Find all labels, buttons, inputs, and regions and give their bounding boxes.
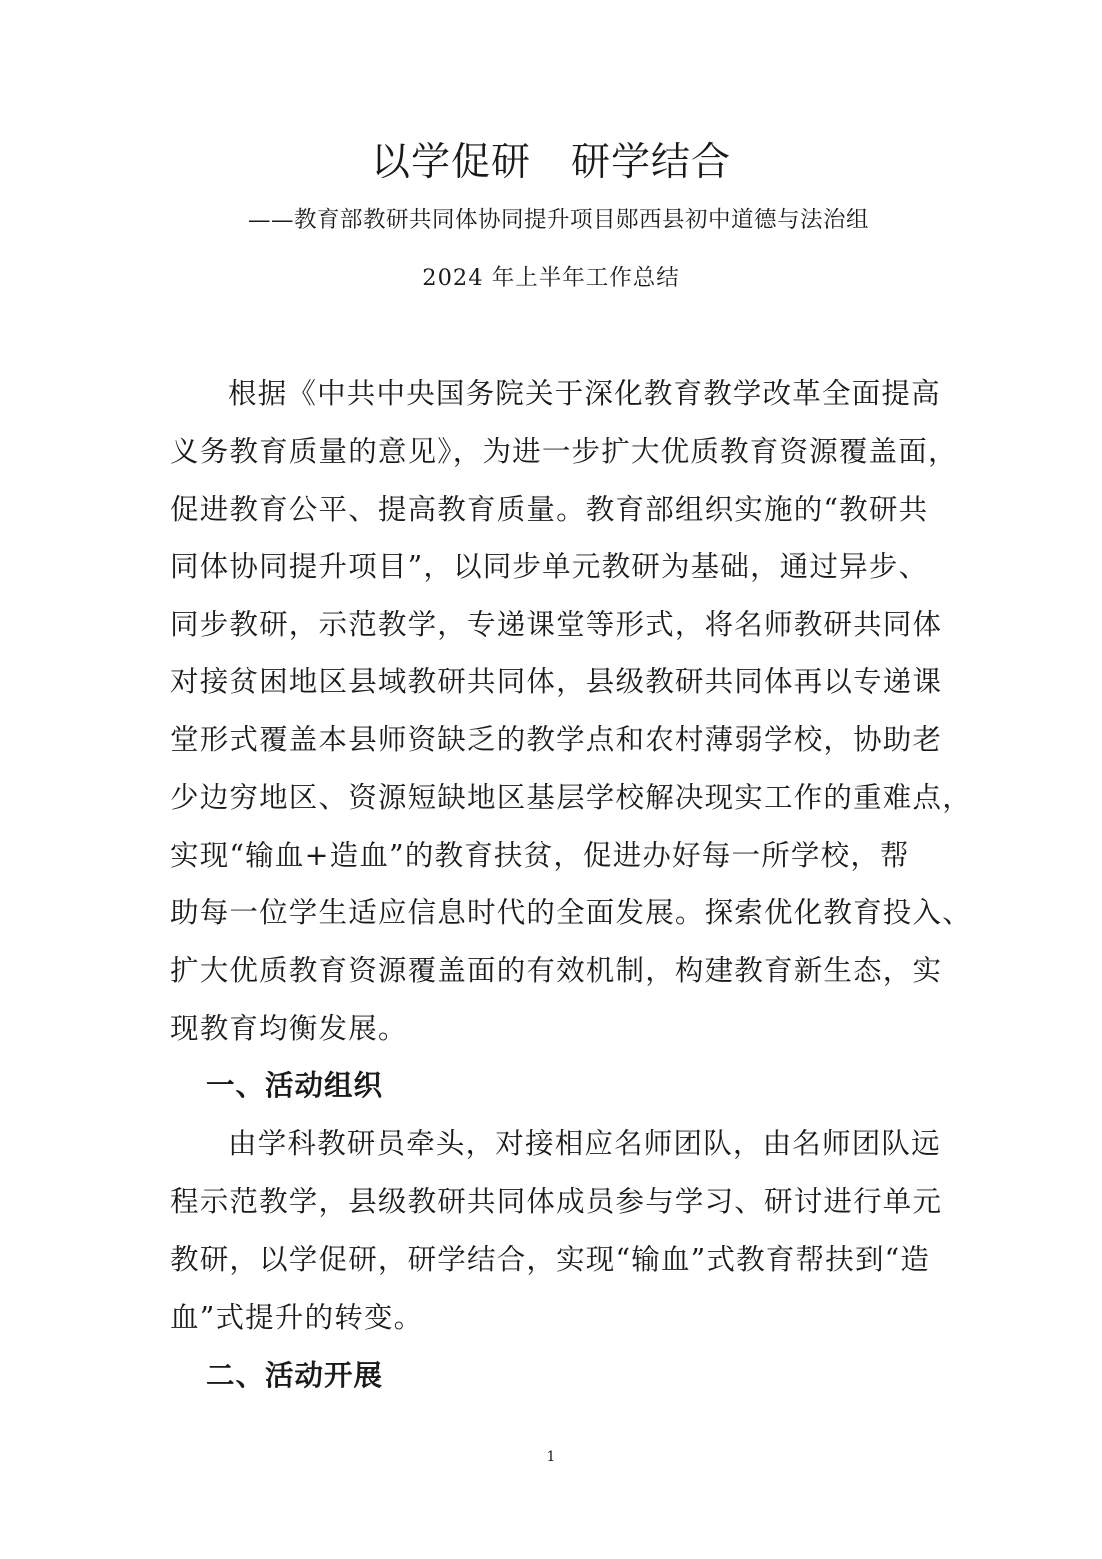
document-subtitle-year: 2024 年上半年工作总结 [422,265,680,291]
paragraph-line: 血”式提升的转变。 [170,1301,424,1334]
document-subtitle: ——教育部教研共同体协同提升项目郧西县初中道德与法治组 [248,207,870,233]
paragraph-line: 根据《中共中央国务院关于深化教育教学改革全面提高 [228,377,941,410]
paragraph-line: 堂形式覆盖本县师资缺乏的教学点和农村薄弱学校，协助老 [170,723,943,756]
paragraph-line: 同体协同提升项目”，以同步单元教研为基础，通过异步、 [170,550,929,583]
paragraph-line: 程示范教学，县级教研共同体成员参与学习、研讨进行单元 [170,1185,943,1218]
paragraph-line: 对接贫困地区县域教研共同体，县级教研共同体再以专递课 [170,665,943,698]
page-number: 1 [546,1449,556,1465]
section-heading-organization: 一、活动组织 [206,1069,384,1102]
paragraph-line: 促进教育公平、提高教育质量。教育部组织实施的“教研共 [170,493,929,526]
paragraph-line: 同步教研，示范教学，专递课堂等形式，将名师教研共同体 [170,608,943,641]
section-heading-activities: 二、活动开展 [206,1359,384,1392]
paragraph-line: 现教育均衡发展。 [170,1012,408,1045]
paragraph-line: 由学科教研员牵头，对接相应名师团队，由名师团队远 [228,1127,941,1160]
paragraph-line: 少边穷地区、资源短缺地区基层学校解决现实工作的重难点， [170,781,972,814]
paragraph-line: 教研，以学促研，研学结合，实现“输血”式教育帮扶到“造 [170,1243,931,1276]
paragraph-line: 助每一位学生适应信息时代的全面发展。探索优化教育投入、 [170,896,972,929]
paragraph-line: 义务教育质量的意见》，为进一步扩大优质教育资源覆盖面， [170,435,958,468]
paragraph-line: 扩大优质教育资源覆盖面的有效机制，构建教育新生态，实 [170,954,943,987]
paragraph-line: 实现“输血+造血”的教育扶贫，促进办好每一所学校，帮 [170,839,910,872]
document-title: 以学促研 研学结合 [370,140,731,185]
